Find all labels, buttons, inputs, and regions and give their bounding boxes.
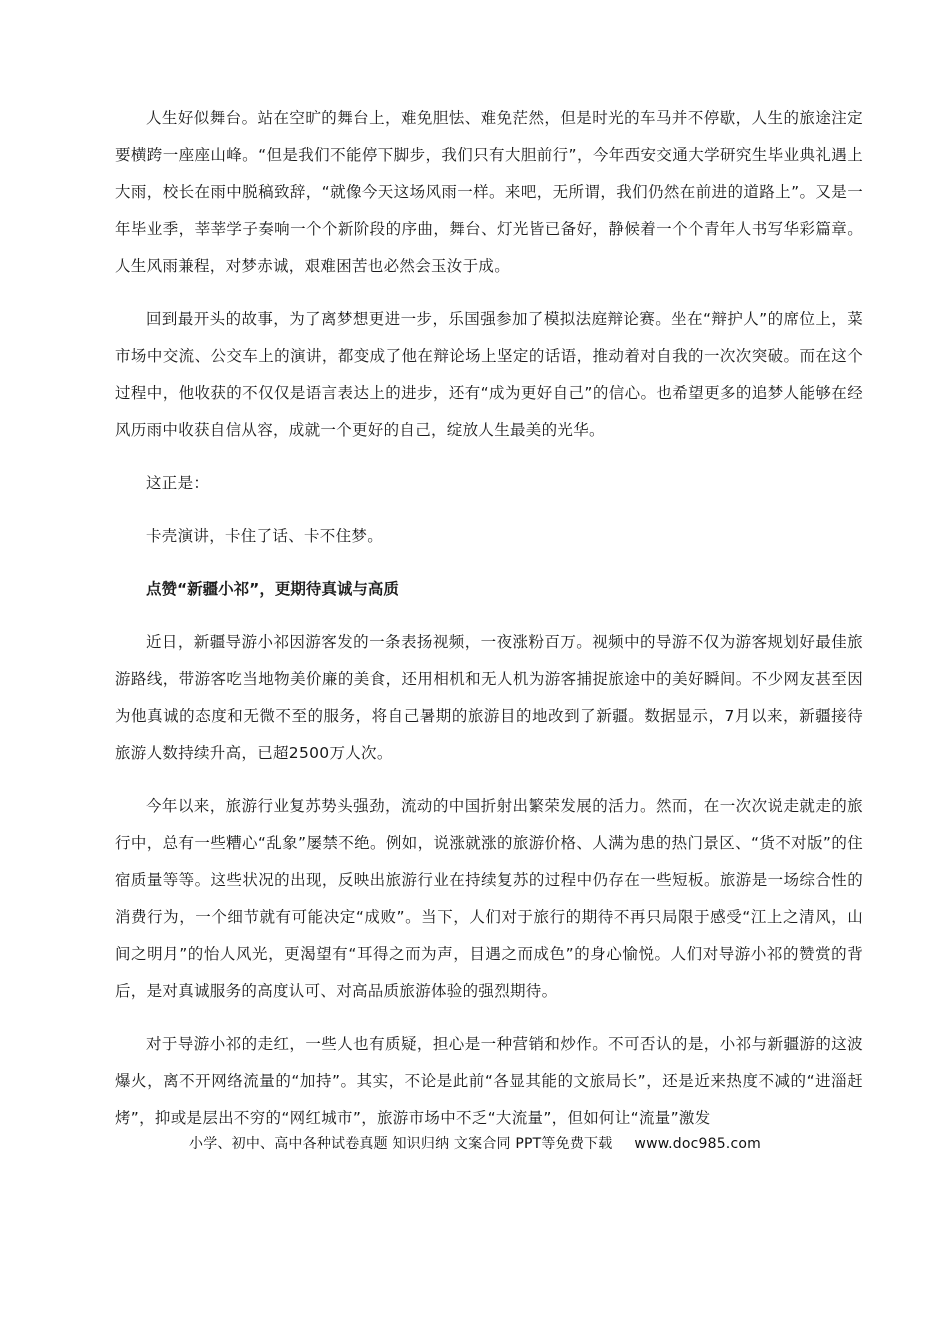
paragraph-stage-of-life: 人生好似舞台。站在空旷的舞台上，难免胆怯、难免茫然，但是时光的车马并不停歇，人生的旅途注定要横跨一座座山峰。“但是我们不能停下脚步，我们只有大胆前行”，今年西安交通大学研究生毕业典礼遇上大雨，校长在雨中脱稿致辞，“就像今天这场风雨一样。来吧，无所谓，我们仍然在前进的道路上”。又是一年毕业季，莘莘学子奏响一个个新阶段的序曲，舞台、灯光皆已备好，静候着一个个青年人书写华彩篇章。人生风雨兼程，对梦赤诚，艰难困苦也必然会玉汝于成。 xyxy=(115,109,863,275)
paragraph-moot-court: 回到最开头的故事，为了离梦想更进一步，乐国强参加了模拟法庭辩论赛。坐在“辩护人”的席位上，菜市场中交流、公交车上的演讲，都变成了他在辩论场上坚定的话语，推动着对自我的一次次突破。而在这个过程中，他收获的不仅仅是语言表达上的进步，还有“成为更好自己”的信心。也希望更多的追梦人能够在经风历雨中收获自信从容，成就一个更好的自己，绽放人生最美的光华。 xyxy=(115,310,863,439)
paragraph-xinjiang-guide: 近日，新疆导游小祁因游客发的一条表扬视频，一夜涨粉百万。视频中的导游不仅为游客规划好最佳旅游路线，带游客吃当地物美价廉的美食，还用相机和无人机为游客捕捉旅途中的美好瞬间。不少网友甚至因为他真诚的态度和无微不至的服务，将自己暑期的旅游目的地改到了新疆。数据显示，7月以来，新疆接待旅游人数持续升高，已超2500万人次。 xyxy=(115,633,863,762)
paragraph-zhe-zheng-shi: 这正是： xyxy=(146,474,210,492)
footer-url-link[interactable]: www.doc985.com xyxy=(634,1136,761,1152)
paragraph-summary-line: 卡壳演讲，卡住了话、卡不住梦。 xyxy=(146,527,384,545)
paragraph-tourism-recovery: 今年以来，旅游行业复苏势头强劲，流动的中国折射出繁荣发展的活力。然而，在一次次说走就走的旅行中，总有一些糟心“乱象”屡禁不绝。例如，说涨就涨的旅游价格、人满为患的热门景区、“货不对版”的住宿质量等等。这些状况的出现，反映出旅游行业在持续复苏的过程中仍存在一些短板。旅游是一场综合性的消费行为，一个细节就有可能决定“成败”。当下，人们对于旅行的期待不再只局限于感受“江上之清风，山间之明月”的怡人风光，更渴望有“耳得之而为声，目遇之而成色”的身心愉悦。人们对导游小祁的赞赏的背后，是对真诚服务的高度认可、对高品质旅游体验的强烈期待。 xyxy=(115,797,863,1000)
document-body xyxy=(115,100,863,1153)
page-footer xyxy=(0,1133,950,1155)
footer-text: 小学、初中、高中各种试卷真题 知识归纳 文案合同 PPT等免费下载 xyxy=(189,1136,613,1152)
section-heading: 点赞“新疆小祁”，更期待真诚与高质 xyxy=(146,580,399,598)
paragraph-traffic-doubt: 对于导游小祁的走红，一些人也有质疑，担心是一种营销和炒作。不可否认的是，小祁与新疆游的这波爆火，离不开网络流量的“加持”。其实，不论是此前“各显其能的文旅局长”，还是近来热度不减的“进淄赶烤”，抑或是层出不穷的“网红城市”，旅游市场中不乏“大流量”，但如何让“流量”激发 xyxy=(115,1035,863,1127)
